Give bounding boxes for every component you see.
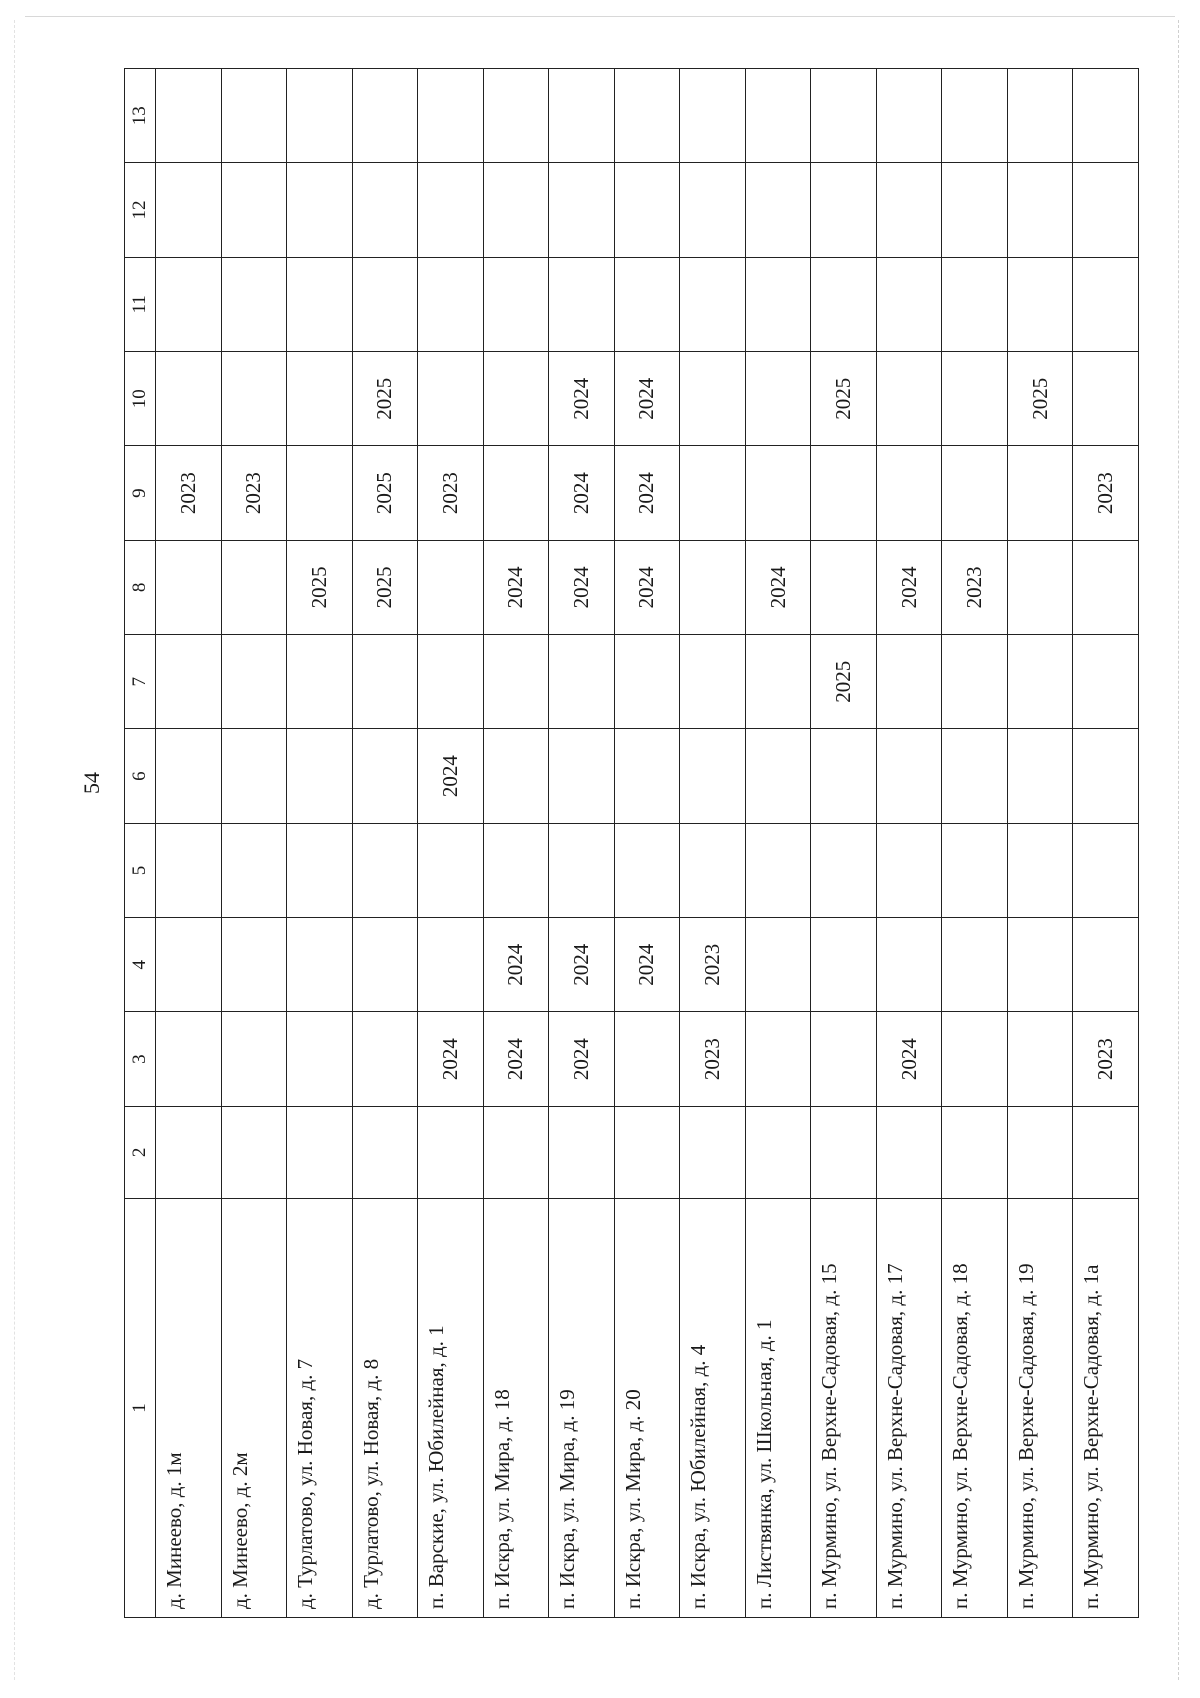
column-header-12: 12	[125, 163, 156, 257]
year-cell-col-9	[483, 446, 549, 540]
year-cell-col-13	[221, 69, 287, 163]
year-cell-col-5	[614, 823, 680, 917]
year-cell-col-12	[942, 163, 1008, 257]
table-header	[125, 69, 156, 1618]
year-cell-col-9: 2023	[418, 446, 484, 540]
year-cell-col-13	[483, 69, 549, 163]
page-edge-right	[1178, 20, 1179, 1680]
year-cell-col-10: 2024	[614, 352, 680, 446]
address-cell: п. Искра, ул. Мира, д. 20	[614, 1198, 680, 1617]
year-cell-col-8: 2025	[352, 540, 418, 634]
column-header-2: 2	[125, 1106, 156, 1198]
table-row	[876, 69, 942, 1618]
year-cell-col-4	[942, 918, 1008, 1012]
year-cell-col-4	[352, 918, 418, 1012]
page-number: 54	[79, 772, 104, 794]
year-cell-col-9	[745, 446, 811, 540]
year-cell-col-4: 2024	[483, 918, 549, 1012]
rotated-table-container	[124, 68, 1139, 1618]
year-cell-col-11	[483, 257, 549, 351]
column-header-10: 10	[125, 352, 156, 446]
address-cell: п. Искра, ул. Мира, д. 18	[483, 1198, 549, 1617]
year-cell-col-8: 2025	[287, 540, 353, 634]
year-cell-col-3	[352, 1012, 418, 1106]
year-cell-col-12	[221, 163, 287, 257]
table-row	[221, 69, 287, 1618]
year-cell-col-9	[942, 446, 1008, 540]
year-cell-col-12	[876, 163, 942, 257]
table-row	[156, 69, 222, 1618]
year-cell-col-13	[614, 69, 680, 163]
year-cell-col-2	[549, 1106, 615, 1198]
year-cell-col-2	[876, 1106, 942, 1198]
year-cell-col-6	[680, 729, 746, 823]
year-cell-col-8	[418, 540, 484, 634]
table-row	[418, 69, 484, 1618]
year-cell-col-12	[1007, 163, 1073, 257]
address-cell: п. Искра, ул. Мира, д. 19	[549, 1198, 615, 1617]
year-cell-col-8	[221, 540, 287, 634]
year-cell-col-10	[745, 352, 811, 446]
year-cell-col-5	[876, 823, 942, 917]
year-cell-col-13	[876, 69, 942, 163]
address-cell: п. Мурмино, ул. Верхне-Садовая, д. 18	[942, 1198, 1008, 1617]
year-cell-col-12	[287, 163, 353, 257]
header-row	[125, 69, 156, 1618]
year-cell-col-12	[352, 163, 418, 257]
year-cell-col-10	[418, 352, 484, 446]
address-cell: д. Минеево, д. 1м	[156, 1198, 222, 1617]
year-cell-col-7	[221, 635, 287, 729]
year-cell-col-7	[483, 635, 549, 729]
year-cell-col-10: 2025	[352, 352, 418, 446]
year-cell-col-8	[1073, 540, 1139, 634]
year-cell-col-6	[876, 729, 942, 823]
year-cell-col-5	[549, 823, 615, 917]
year-cell-col-6	[287, 729, 353, 823]
year-cell-col-4	[156, 918, 222, 1012]
year-cell-col-5	[483, 823, 549, 917]
year-cell-col-3: 2024	[483, 1012, 549, 1106]
year-cell-col-8: 2024	[483, 540, 549, 634]
year-cell-col-7	[680, 635, 746, 729]
year-cell-col-10: 2025	[811, 352, 877, 446]
year-cell-col-5	[1007, 823, 1073, 917]
year-cell-col-11	[549, 257, 615, 351]
year-cell-col-3: 2023	[680, 1012, 746, 1106]
year-cell-col-2	[614, 1106, 680, 1198]
year-cell-col-6	[811, 729, 877, 823]
year-cell-col-7	[1007, 635, 1073, 729]
year-cell-col-12	[680, 163, 746, 257]
year-cell-col-4	[418, 918, 484, 1012]
year-cell-col-7	[614, 635, 680, 729]
table-row	[483, 69, 549, 1618]
year-cell-col-9: 2025	[352, 446, 418, 540]
year-cell-col-2	[1073, 1106, 1139, 1198]
year-cell-col-11	[745, 257, 811, 351]
year-cell-col-10	[287, 352, 353, 446]
table-row	[745, 69, 811, 1618]
year-cell-col-2	[483, 1106, 549, 1198]
table-row	[614, 69, 680, 1618]
year-cell-col-11	[942, 257, 1008, 351]
column-header-4: 4	[125, 918, 156, 1012]
table-row	[352, 69, 418, 1618]
year-cell-col-13	[156, 69, 222, 163]
year-cell-col-13	[680, 69, 746, 163]
year-cell-col-7	[156, 635, 222, 729]
year-cell-col-13	[1073, 69, 1139, 163]
year-cell-col-8	[156, 540, 222, 634]
year-cell-col-5	[156, 823, 222, 917]
year-cell-col-6	[352, 729, 418, 823]
year-cell-col-9: 2023	[221, 446, 287, 540]
year-cell-col-9	[287, 446, 353, 540]
year-cell-col-8	[811, 540, 877, 634]
table-row	[287, 69, 353, 1618]
year-cell-col-6	[549, 729, 615, 823]
year-cell-col-12	[418, 163, 484, 257]
year-cell-col-7	[549, 635, 615, 729]
year-cell-col-12	[483, 163, 549, 257]
year-cell-col-3: 2024	[549, 1012, 615, 1106]
year-cell-col-2	[221, 1106, 287, 1198]
year-cell-col-13	[811, 69, 877, 163]
year-cell-col-12	[549, 163, 615, 257]
year-cell-col-6	[1073, 729, 1139, 823]
year-cell-col-8: 2024	[876, 540, 942, 634]
year-cell-col-6	[942, 729, 1008, 823]
year-cell-col-10	[680, 352, 746, 446]
year-cell-col-9: 2023	[156, 446, 222, 540]
year-cell-col-4	[221, 918, 287, 1012]
year-cell-col-4	[745, 918, 811, 1012]
year-cell-col-13	[352, 69, 418, 163]
address-cell: п. Искра, ул. Юбилейная, д. 4	[680, 1198, 746, 1617]
year-cell-col-12	[745, 163, 811, 257]
year-cell-col-4: 2024	[549, 918, 615, 1012]
year-cell-col-13	[745, 69, 811, 163]
year-cell-col-3	[287, 1012, 353, 1106]
year-cell-col-7	[287, 635, 353, 729]
year-cell-col-2	[352, 1106, 418, 1198]
year-cell-col-11	[418, 257, 484, 351]
year-cell-col-2	[680, 1106, 746, 1198]
year-cell-col-9: 2023	[1073, 446, 1139, 540]
year-cell-col-2	[745, 1106, 811, 1198]
year-cell-col-10: 2025	[1007, 352, 1073, 446]
year-cell-col-2	[287, 1106, 353, 1198]
year-cell-col-10	[156, 352, 222, 446]
year-cell-col-5	[942, 823, 1008, 917]
year-cell-col-7	[745, 635, 811, 729]
year-cell-col-3	[745, 1012, 811, 1106]
year-cell-col-13	[287, 69, 353, 163]
table-frame	[124, 68, 1139, 1618]
year-cell-col-6	[614, 729, 680, 823]
year-cell-col-9: 2024	[614, 446, 680, 540]
address-cell: п. Мурмино, ул. Верхне-Садовая, д. 15	[811, 1198, 877, 1617]
year-cell-col-4: 2024	[614, 918, 680, 1012]
year-cell-col-7	[418, 635, 484, 729]
column-header-13: 13	[125, 69, 156, 163]
column-header-1: 1	[125, 1198, 156, 1617]
column-header-5: 5	[125, 823, 156, 917]
year-cell-col-7	[942, 635, 1008, 729]
year-cell-col-8: 2023	[942, 540, 1008, 634]
year-cell-col-12	[811, 163, 877, 257]
table-row	[1073, 69, 1139, 1618]
table-row	[549, 69, 615, 1618]
year-cell-col-3	[1007, 1012, 1073, 1106]
address-cell: д. Турлатово, ул. Новая, д. 7	[287, 1198, 353, 1617]
year-cell-col-6	[483, 729, 549, 823]
year-cell-col-3	[614, 1012, 680, 1106]
year-cell-col-10: 2024	[549, 352, 615, 446]
year-cell-col-11	[287, 257, 353, 351]
column-header-8: 8	[125, 540, 156, 634]
year-cell-col-10	[876, 352, 942, 446]
year-cell-col-13	[549, 69, 615, 163]
year-cell-col-6	[1007, 729, 1073, 823]
address-cell: п. Мурмино, ул. Верхне-Садовая, д. 19	[1007, 1198, 1073, 1617]
column-header-7: 7	[125, 635, 156, 729]
page-edge-left	[14, 20, 15, 1680]
year-cell-col-12	[156, 163, 222, 257]
year-cell-col-3: 2024	[418, 1012, 484, 1106]
year-cell-col-8: 2024	[614, 540, 680, 634]
schedule-table	[124, 68, 1139, 1618]
table-row	[1007, 69, 1073, 1618]
address-cell: п. Варские, ул. Юбилейная, д. 1	[418, 1198, 484, 1617]
year-cell-col-7: 2025	[811, 635, 877, 729]
year-cell-col-3: 2024	[876, 1012, 942, 1106]
year-cell-col-11	[614, 257, 680, 351]
year-cell-col-3	[811, 1012, 877, 1106]
year-cell-col-11	[680, 257, 746, 351]
year-cell-col-9	[811, 446, 877, 540]
year-cell-col-4	[876, 918, 942, 1012]
year-cell-col-13	[942, 69, 1008, 163]
year-cell-col-3	[942, 1012, 1008, 1106]
year-cell-col-8: 2024	[549, 540, 615, 634]
year-cell-col-4	[287, 918, 353, 1012]
year-cell-col-10	[942, 352, 1008, 446]
year-cell-col-2	[942, 1106, 1008, 1198]
year-cell-col-11	[1073, 257, 1139, 351]
page-edge-top	[25, 16, 1175, 17]
year-cell-col-8	[680, 540, 746, 634]
column-header-11: 11	[125, 257, 156, 351]
address-cell: п. Мурмино, ул. Верхне-Садовая, д. 17	[876, 1198, 942, 1617]
year-cell-col-5	[1073, 823, 1139, 917]
table-row	[680, 69, 746, 1618]
year-cell-col-11	[156, 257, 222, 351]
year-cell-col-7	[352, 635, 418, 729]
year-cell-col-4	[811, 918, 877, 1012]
year-cell-col-5	[811, 823, 877, 917]
column-header-3: 3	[125, 1012, 156, 1106]
year-cell-col-9	[680, 446, 746, 540]
year-cell-col-4	[1007, 918, 1073, 1012]
year-cell-col-10	[221, 352, 287, 446]
year-cell-col-9	[876, 446, 942, 540]
year-cell-col-6	[156, 729, 222, 823]
year-cell-col-3	[156, 1012, 222, 1106]
year-cell-col-2	[418, 1106, 484, 1198]
year-cell-col-7	[876, 635, 942, 729]
year-cell-col-3: 2023	[1073, 1012, 1139, 1106]
column-header-6: 6	[125, 729, 156, 823]
address-cell: д. Минеево, д. 2м	[221, 1198, 287, 1617]
year-cell-col-2	[811, 1106, 877, 1198]
year-cell-col-6	[221, 729, 287, 823]
year-cell-col-10	[1073, 352, 1139, 446]
year-cell-col-6	[745, 729, 811, 823]
address-cell: п. Мурмино, ул. Верхне-Садовая, д. 1а	[1073, 1198, 1139, 1617]
year-cell-col-11	[352, 257, 418, 351]
year-cell-col-11	[811, 257, 877, 351]
year-cell-col-6: 2024	[418, 729, 484, 823]
address-cell: п. Листвянка, ул. Школьная, д. 1	[745, 1198, 811, 1617]
table-row	[811, 69, 877, 1618]
year-cell-col-7	[1073, 635, 1139, 729]
year-cell-col-11	[876, 257, 942, 351]
year-cell-col-5	[680, 823, 746, 917]
year-cell-col-8: 2024	[745, 540, 811, 634]
year-cell-col-10	[483, 352, 549, 446]
year-cell-col-12	[1073, 163, 1139, 257]
year-cell-col-5	[745, 823, 811, 917]
year-cell-col-5	[221, 823, 287, 917]
year-cell-col-11	[1007, 257, 1073, 351]
year-cell-col-13	[418, 69, 484, 163]
column-header-9: 9	[125, 446, 156, 540]
table-row	[942, 69, 1008, 1618]
year-cell-col-12	[614, 163, 680, 257]
address-cell: д. Турлатово, ул. Новая, д. 8	[352, 1198, 418, 1617]
year-cell-col-3	[221, 1012, 287, 1106]
year-cell-col-8	[1007, 540, 1073, 634]
year-cell-col-5	[287, 823, 353, 917]
year-cell-col-5	[352, 823, 418, 917]
year-cell-col-11	[221, 257, 287, 351]
table-body	[156, 69, 1139, 1618]
year-cell-col-4	[1073, 918, 1139, 1012]
year-cell-col-5	[418, 823, 484, 917]
year-cell-col-9	[1007, 446, 1073, 540]
year-cell-col-9: 2024	[549, 446, 615, 540]
year-cell-col-4: 2023	[680, 918, 746, 1012]
year-cell-col-2	[156, 1106, 222, 1198]
year-cell-col-2	[1007, 1106, 1073, 1198]
year-cell-col-13	[1007, 69, 1073, 163]
